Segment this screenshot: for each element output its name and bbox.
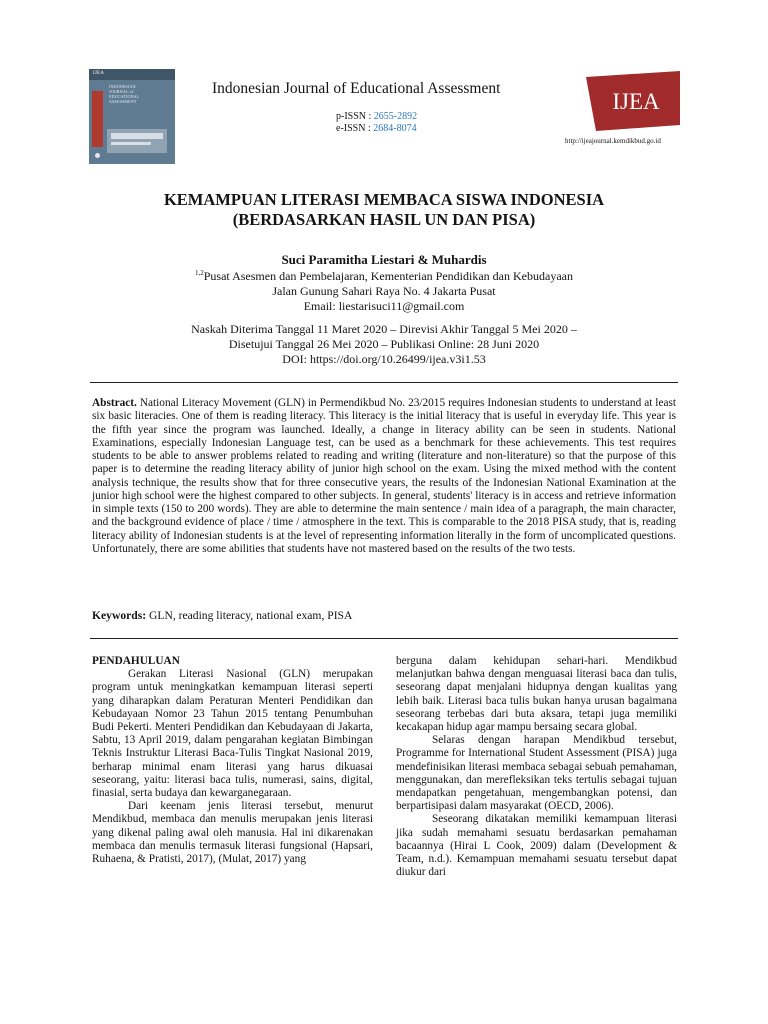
divider-bottom	[90, 638, 678, 639]
cover-line-2: JOURNAL of	[109, 89, 134, 94]
dates-line-2: Disetujui Tanggal 26 Mei 2020 – Publikasi Online: 28 Juni 2020	[228, 337, 540, 351]
affiliation-superscript: 1,2	[195, 269, 204, 277]
affiliation-block	[90, 266, 678, 314]
cover-graphic-bar	[111, 142, 151, 145]
pissn-value[interactable]: 2655-2892	[373, 111, 418, 122]
paragraph: berguna dalam kehidupan sehari-hari. Mendikbud melanjutkan bahwa dengan menguasai literasi baca dan tulis, seseorang dapat menjalani hidupnya dengan kualitas yang lebih baik. Literasi baca tulis bukan hanya urusan bagaimana seseorang terbebas dari buta aksara, tetapi juga memiliki kecakapan hidup agar mampu bersaing secara global.	[396, 655, 677, 734]
logo-text: IJEA	[612, 89, 660, 114]
doi-link[interactable]: DOI: https://doi.org/10.26499/ijea.v3i1.53	[282, 352, 486, 366]
paragraph: Gerakan Literasi Nasional (GLN) merupakan program untuk meningkatkan kemampuan literasi seperti yang diharapkan dalam Peraturan Menteri Pendidikan dan Kebudayaan Nomor 23 Tahun 2015 tentang Penumbuhan Budi Pekerti. Menteri Pendidikan dan Kebudayaan di Jakarta, Sabtu, 13 April 2019, dalam pengarahan kegiatan Bimbingan Teknis Instruktur Literasi Baca-Tulis Tingkat Nasional 2019, berharap minimal enam literasi yang harus dikuasai seseorang, yaitu: literasi baca tulis, numerasi, sains, digital, finasial, serta budaya dan kewarganegaraan.	[92, 668, 373, 800]
abstract-text: National Literacy Movement (GLN) in Permendikbud No. 23/2015 requires Indonesian students to understand at least six basic literacies. One of them is reading literacy. This literacy is the initial literacy that is useful in everyday life. This year is the fifth year since the program was launched. Ideally, a change in literacy ability can be seen in students. National Examinations, especially Indonesian Language test, can be used as a benchmark for these achievements. This test requires students to be able to answer problems related to reading and writing (literature and non-literature) so that the purpose of this paper is to determine the reading literacy ability of junior high school on the exam. Using the mixed method with the content analysis technique, the results show that for three consecutive years, the results of the Indonesian National Examination at the junior high school were the highest compared to other subjects. In general, students' literacy is in access and retrieve information in simple texts (150 to 200 words). They are able to determine the main sentence / main idea of a paragraph, the main character, and the background evidence of place / time / atmosphere in the text. This is comparable to the 2018 PISA study, that is, reading literacy ability of Indonesian students is at the level of representing information literally in the form of uncomplicated questions. Unfortunately, there are some abilities that students have not mastered based on the results of the two tests.	[92, 397, 677, 555]
journal-title: Indonesian Journal of Educational Assessment	[212, 80, 501, 97]
cover-top-text: IJEA	[93, 71, 105, 76]
keywords-label: Keywords:	[92, 609, 147, 622]
body-left-column	[92, 655, 373, 866]
ijea-logo	[586, 71, 680, 131]
paragraph: Seseorang dikatakan memiliki kemampuan literasi jika sudah memahami sesuatu berdasarkan pemahaman bacaannya (Hirai L Cook, 2009) dalam (Development & Team, n.d.). Kemampuan memahami sesuatu tersebut dapat diukur dari	[396, 813, 677, 879]
title-line-1: KEMAMPUAN LITERASI MEMBACA SISWA INDONESIA	[163, 190, 605, 209]
body-right-column	[396, 655, 677, 879]
pissn-line	[336, 111, 417, 123]
journal-cover-image	[89, 69, 175, 164]
author-email[interactable]: Email: liestarisuci11@gmail.com	[303, 299, 465, 313]
title-line-2: (BERDASARKAN HASIL UN DAN PISA)	[232, 210, 536, 229]
article-authors: Suci Paramitha Liestari & Muhardis	[281, 252, 487, 267]
pissn-label: p-ISSN :	[336, 111, 374, 122]
cover-graphic-bar	[111, 133, 163, 139]
eissn-line	[336, 123, 417, 135]
affiliation-line-1: Pusat Asesmen dan Pembelajaran, Kementerian Pendidikan dan Kebudayaan	[203, 269, 573, 283]
abstract	[92, 397, 676, 556]
journal-website-link[interactable]: http://ijeajournal.kemdikbud.go.id	[565, 137, 661, 145]
eissn-label: e-ISSN :	[336, 123, 374, 134]
article-title	[90, 190, 678, 230]
cover-line-1: INDONESIAN	[109, 84, 136, 89]
divider-top	[90, 382, 678, 383]
paragraph: Dari keenam jenis literasi tersebut, menurut Mendikbud, membaca dan menulis merupakan jenis literasi yang dikenal paling awal oleh manusia. Hal ini dikarenakan membaca dan menulis termasuk literasi fungsional (Hapsari, Ruhaena, & Pratisti, 2017), (Mulat, 2017) yang	[92, 800, 373, 866]
dates-line-1: Naskah Diterima Tanggal 11 Maret 2020 – Direvisi Akhir Tanggal 5 Mei 2020 –	[191, 322, 577, 336]
abstract-label: Abstract.	[92, 397, 137, 409]
cover-emblem-icon	[95, 153, 100, 158]
cover-spine	[92, 91, 103, 147]
cover-line-3: EDUCATIONAL	[109, 94, 140, 99]
affiliation-line-2: Jalan Gunung Sahari Raya No. 4 Jakarta Pusat	[272, 284, 496, 298]
submission-dates	[90, 322, 678, 367]
section-heading: PENDAHULUAN	[92, 655, 180, 667]
keywords	[92, 609, 676, 622]
paragraph: Selaras dengan harapan Mendikbud tersebut, Programme for International Student Assessment (PISA) juga mendefinisikan literasi membaca sebagai sebuah pemahaman, menggunakan, dan merefleksikan teks tertulis sebagai tujuan mendapatkan pengetahuan, mengembangkan potensi, dan berpartisipasi dalam masyarakat (OECD, 2006).	[396, 734, 677, 813]
keywords-text: GLN, reading literacy, national exam, PISA	[149, 609, 353, 622]
cover-line-4: ASSESSMENT	[109, 99, 137, 104]
eissn-value[interactable]: 2684-8074	[373, 123, 417, 134]
